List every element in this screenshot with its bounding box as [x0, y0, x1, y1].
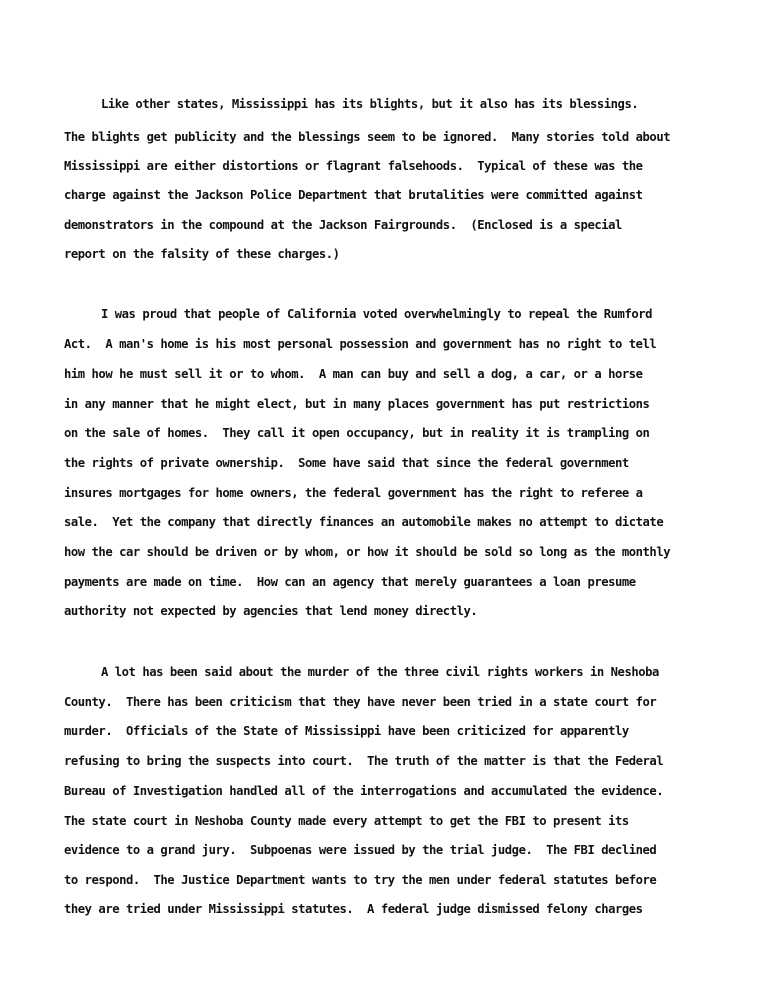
text-line: on the sale of homes. They call it open occupancy, but in reality it is trampling on: [64, 426, 650, 440]
text-line: insures mortgages for home owners, the federal government has the right to referee a: [64, 486, 643, 500]
text-line: evidence to a grand jury. Subpoenas were issued by the trial judge. The FBI declined: [64, 843, 657, 857]
text-line: Like other states, Mississippi has its blights, but it also has its blessings.: [101, 97, 639, 111]
text-line: The blights get publicity and the blessings seem to be ignored. Many stories told about: [64, 130, 671, 144]
text-line: demonstrators in the compound at the Jackson Fairgrounds. (Enclosed is a special: [64, 218, 622, 232]
text-line: to respond. The Justice Department wants to try the men under federal statutes before: [64, 873, 657, 887]
text-line: Mississippi are either distortions or flagrant falsehoods. Typical of these was the: [64, 159, 643, 173]
text-line: they are tried under Mississippi statutes. A federal judge dismissed felony charges: [64, 902, 643, 916]
text-line: authority not expected by agencies that lend money directly.: [64, 604, 478, 618]
text-line: him how he must sell it or to whom. A man can buy and sell a dog, a car, or a horse: [64, 367, 643, 381]
text-line: report on the falsity of these charges.): [64, 247, 340, 261]
text-line: Act. A man's home is his most personal possession and government has no right to tell: [64, 337, 657, 351]
text-line: A lot has been said about the murder of the three civil rights workers in Neshoba: [101, 665, 659, 679]
text-line: I was proud that people of California voted overwhelmingly to repeal the Rumford: [101, 307, 652, 321]
text-line: murder. Officials of the State of Mississippi have been criticized for apparently: [64, 724, 629, 738]
text-line: payments are made on time. How can an agency that merely guarantees a loan presume: [64, 575, 636, 589]
text-line: Bureau of Investigation handled all of the interrogations and accumulated the evidence.: [64, 784, 664, 798]
text-line: The state court in Neshoba County made every attempt to get the FBI to present its: [64, 814, 629, 828]
text-line: charge against the Jackson Police Department that brutalities were committed against: [64, 188, 643, 202]
text-line: refusing to bring the suspects into court. The truth of the matter is that the Federal: [64, 754, 664, 768]
text-line: the rights of private ownership. Some have said that since the federal government: [64, 456, 629, 470]
text-line: sale. Yet the company that directly finances an automobile makes no attempt to dictate: [64, 515, 664, 529]
text-line: how the car should be driven or by whom, or how it should be sold so long as the monthly: [64, 545, 671, 559]
text-line: County. There has been criticism that they have never been tried in a state court for: [64, 695, 657, 709]
text-line: in any manner that he might elect, but in many places government has put restrictions: [64, 397, 650, 411]
